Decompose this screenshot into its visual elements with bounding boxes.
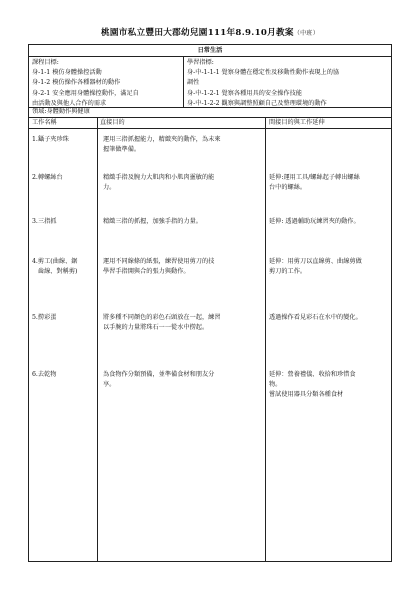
activity-4-name (32, 257, 96, 277)
purpose-line: 精緻三指的抓握，加強手指的力量。 (103, 218, 202, 225)
purpose-line: 以手腕的力量將珠石一一從水中撈起。 (103, 324, 209, 332)
activity-1-purpose (103, 135, 263, 155)
purpose-line: 為食物作分類預備，並準備食材和朋友分 (103, 371, 215, 378)
learning-indicators-label: 學習指標: (187, 59, 214, 66)
activity-3-name (32, 217, 96, 227)
activity-name-line: 1.鑷子夾珍珠 (32, 136, 69, 143)
learning-indicator-item: 調性 (187, 79, 200, 87)
activity-3-extension (269, 217, 391, 227)
activity-5-name (32, 313, 96, 323)
table-header-row (29, 118, 391, 129)
learning-indicator-item: 身-中-1-1-1 覺察身體在穩定性及移動性動作表現上的協 (187, 69, 340, 77)
course-goal-item: 身-1-2 模仿操作各種器材的動作 (32, 79, 121, 87)
header-task-name: 工作名稱 (32, 119, 57, 126)
purpose-line: 學習手指開與合的張力與動作。 (103, 268, 190, 276)
activity-1-name (32, 135, 96, 145)
extension-line: 延伸：用剪刀以直線剪、曲線剪做 (269, 258, 362, 265)
extension-line: 台中的螺絲。 (269, 184, 307, 192)
purpose-line: 享。 (103, 381, 116, 389)
extension-line: 延伸:運用工具/螺絲起子轉出螺絲 (269, 174, 360, 181)
course-goals (32, 58, 182, 109)
purpose-line: 力。 (103, 184, 116, 192)
purpose-line: 運用三指抓握能力，精緻夾的動作，為未來 (103, 136, 221, 143)
section-heading-row (29, 45, 391, 57)
activity-name-line: 齒線、對稱剪) (32, 268, 78, 276)
header-indirect-purpose: 間接目的與工作延伸 (269, 119, 325, 126)
activity-4-extension (269, 257, 391, 277)
purpose-line: 運用不同線條的紙張，練習使用剪刀的技 (103, 258, 215, 265)
purpose-line: 握筆做準備。 (103, 146, 141, 154)
activity-name-line: 3.三指抓 (32, 218, 57, 225)
goals-divider (183, 57, 184, 108)
activity-6-extension (269, 370, 391, 401)
extension-line: 剪刀的工作。 (269, 268, 307, 276)
course-goal-item: 身-2-1 安全應用身體操控動作，滿足自 (32, 89, 139, 97)
domain-row (29, 108, 391, 118)
activity-name-line: 5.撈彩蛋 (32, 314, 57, 321)
class-tag: （中班） (293, 30, 320, 37)
activity-2-extension (269, 173, 391, 193)
learning-indicators (187, 58, 391, 109)
course-goal-item: 身-1-1 模仿身體操控活動 (32, 69, 102, 77)
header-direct-purpose: 直接目的 (100, 119, 125, 126)
activity-5-extension (269, 313, 391, 323)
document-title (0, 26, 420, 38)
lesson-plan-table (28, 44, 392, 562)
goals-row (29, 57, 391, 108)
learning-indicator-item: 身-中-1-2-1 覺察各種用具的安全操作技能 (187, 89, 302, 97)
activity-4-purpose (103, 257, 263, 277)
activity-6-purpose (103, 370, 263, 390)
title-text: 桃園市私立豐田大郡幼兒園111年8.9.10月教案 (100, 28, 294, 38)
activity-name-line: 6.去乾物 (32, 371, 57, 378)
extension-line: 物。 (269, 381, 282, 389)
extension-line: 透過操作看見彩石在水中的變化。 (269, 314, 362, 321)
extension-line: 延伸: 透過輔助玩練習夾的動作。 (269, 218, 360, 225)
activity-2-name (32, 173, 96, 183)
course-goal-item: 由活動及與他人合作的需求 (32, 99, 107, 107)
learning-indicator-item: 身-中-1-2-2 觀察與調整照顧自己及整理環境的動作 (187, 99, 327, 107)
column-divider-2 (265, 118, 266, 561)
activity-name-line: 4.剪工(曲線、鋸 (32, 258, 78, 265)
activity-6-name (32, 370, 96, 380)
activity-3-purpose (103, 217, 263, 227)
purpose-line: 精緻手指及腕力大肌肉和小肌肉靈敏的能 (103, 174, 215, 181)
column-divider-1 (97, 118, 98, 561)
course-goals-label: 課程目標: (32, 59, 59, 66)
activity-2-purpose (103, 173, 263, 193)
section-heading: 日常生活 (197, 47, 223, 54)
extension-line: 延伸：營養禮儀、收拾和珍惜食 (269, 371, 356, 378)
extension-line: 嘗試使用器具分類各種食材 (269, 391, 344, 399)
activity-name-line: 2.轉螺絲台 (32, 174, 63, 181)
purpose-line: 將多種不同顏色的彩色石頭放在一起，練習 (103, 314, 221, 321)
activity-5-purpose (103, 313, 263, 333)
domain-label: 領域:身體動作與健康 (32, 108, 90, 115)
